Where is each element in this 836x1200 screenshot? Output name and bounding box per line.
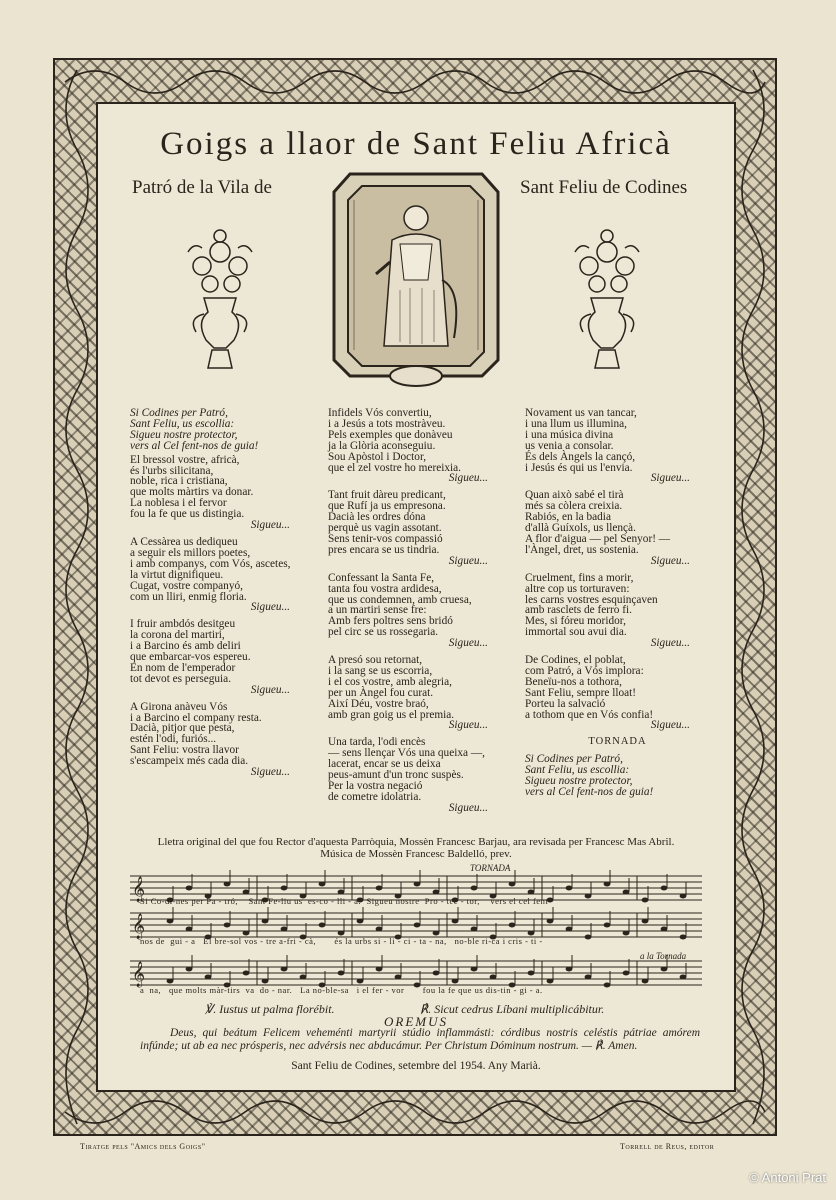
music-note <box>433 971 440 976</box>
music-note <box>661 886 668 891</box>
verse-line: La noblesa i el fervor <box>130 497 227 510</box>
music-note <box>642 979 649 984</box>
verse-line: Cugat, vostre companyó, <box>130 579 243 592</box>
verse-column-2 <box>328 408 508 814</box>
verse-line: i la sang se us escorria, <box>328 664 433 677</box>
music-lyrics-2: nos de gui - a El bre-sol vos - tre a-fri - cà, és la urbs si - li - ci - ta - na, no-ble ri-ca i cris - ti - <box>140 936 543 946</box>
verse-line: a un martiri sense fre: <box>328 604 427 617</box>
verse-line: com Patró, a Vós implora: <box>525 664 644 677</box>
music-note <box>433 931 440 936</box>
verse-line: més sa còlera creixia. <box>525 500 623 513</box>
verse-line: us venia a consolar. <box>525 439 614 452</box>
music-note <box>566 886 573 891</box>
music-note <box>452 919 459 924</box>
music-note <box>623 971 630 976</box>
verse-column-1 <box>130 408 310 778</box>
credits-music: Música de Mossèn Francesc Baldelló, prev. <box>320 848 512 860</box>
music-note <box>566 967 573 972</box>
music-note <box>490 975 497 980</box>
credits <box>96 836 736 860</box>
verse-line: i a Jesús a tots mostràveu. <box>328 417 446 430</box>
music-note <box>243 971 250 976</box>
music-note <box>319 882 326 887</box>
verse-line: que el zel vostre ho mereixia. <box>328 461 461 474</box>
verse-line: Sant Feliu, us escollia: <box>130 417 235 430</box>
verse-line: Sigueu... <box>250 519 290 532</box>
verse-line: Confessant la Santa Fe, <box>328 571 435 584</box>
copyright-watermark: © Antoni Prat <box>749 1170 826 1185</box>
music-note <box>167 979 174 984</box>
music-note <box>547 979 554 984</box>
place-date: Sant Feliu de Codines, setembre del 1954. Any Marià. <box>291 1060 541 1072</box>
verse-line: Sant Feliu, us escollia: <box>525 764 630 777</box>
verse-line: les carns vostres esquinçaven <box>525 593 658 606</box>
verse-line: que Rufí ja us empresona. <box>328 500 446 513</box>
verse-line: a tothom que en Vós confia! <box>525 708 654 721</box>
verse-line: Sigueu... <box>650 554 690 567</box>
verse-line: TORNADA <box>588 736 647 748</box>
music-note <box>604 882 611 887</box>
music-lyrics-3: a na, que molts màr-tirs va do - nar. La no-ble-sa i el fer - vor fou la fe que us dis-tin - gi - a. <box>140 985 543 995</box>
verse-line: Infidels Vós convertiu, <box>328 407 432 419</box>
verse-line: peus-amunt d'un tronc suspès. <box>328 769 464 782</box>
verse-line: És dels Àngels la cançó, <box>525 450 636 463</box>
verse-line: A presó sou retornat, <box>328 654 423 667</box>
verse-line: Dacià, pitjor que pesta, <box>130 722 235 735</box>
verse-line: A Cessàrea us dediqueu <box>130 535 238 548</box>
verse-line: Sigueu... <box>448 719 488 732</box>
verse-line: Sigueu... <box>448 801 488 814</box>
music-note <box>471 927 478 932</box>
verse-line: Dacià les ordres dóna <box>328 511 426 524</box>
verse-line: Per la vostra negació <box>328 780 423 792</box>
music-note <box>661 967 668 972</box>
music-note <box>262 979 269 984</box>
music-note <box>281 967 288 972</box>
prayer-text: Deus, qui beátum Felicem veheménti martyrii stúdio inflammásti: córdibus nostris celéstis pátriae amórem infúnde; ut ab ea nec prósperis, nec advérsis nec abducámur. Per Christum Dóminum nostrum. — ℟. Amen. <box>140 1027 700 1052</box>
versicle-symbol: ℣. <box>205 1002 217 1016</box>
music-note <box>167 919 174 924</box>
credits-lyrics: Lletra original del que fou Rector d'aquesta Parròquia, Mossèn Francesc Barjau, ara revisada per Francesc Mas Abril. <box>157 836 675 848</box>
verse-line: que embarcar-vos espereu. <box>130 651 251 664</box>
music-note <box>300 975 307 980</box>
verse-line: Sigueu... <box>650 719 690 732</box>
music-note <box>243 931 250 936</box>
verse-line: Mes, si fóreu moridor, <box>525 615 626 628</box>
music-note <box>528 890 535 895</box>
verse-line: pres encara se us tindria. <box>328 543 440 556</box>
music-note <box>680 975 687 980</box>
oremus-heading: OREMUS <box>384 1014 448 1029</box>
verse-line: Sigueu... <box>250 683 290 696</box>
verse-line: com un lliri, enmig floria. <box>130 590 247 603</box>
verse-line: d'allà Guíxols, us llençà. <box>525 522 636 535</box>
verse-line: amb gran goig us el premia. <box>328 708 455 721</box>
svg-text:𝄞: 𝄞 <box>132 913 146 938</box>
verse-line: i una música divina <box>525 428 614 441</box>
music-note <box>357 979 364 984</box>
verse-line: la corona del martiri, <box>130 629 225 642</box>
verse-line: Cruelment, fins a morir, <box>525 571 634 584</box>
music-note <box>509 923 516 928</box>
verse-line: que molts màrtirs va donar. <box>130 486 254 499</box>
music-note <box>186 927 193 932</box>
verse-line: Sant Feliu: vostra llavor <box>130 744 239 757</box>
verse-line: Amb fers poltres sens bridó <box>328 615 453 628</box>
footer-left: Tiratge pels "Amics dels Goigs" <box>80 1142 206 1151</box>
verse-line: En nom de l'emperador <box>130 661 236 674</box>
music-lyrics-1: Si Co-di-nes per Pa - tró, Sant Fe-liu us es-co - lli - a: Sigueu nostre Pro - tec - tor, vers el cel fent- <box>140 896 552 906</box>
verse-line: s'escampeix més cada dia. <box>130 755 249 768</box>
music-note <box>642 919 649 924</box>
music-note <box>414 882 421 887</box>
verse-line: Novament us van tancar, <box>525 407 637 419</box>
verse-line: i una llum us illumina, <box>525 417 627 430</box>
verse-line: Sens tenir-vos compassió <box>328 532 443 545</box>
verse-line: Sant Feliu, sempre lloat! <box>525 686 637 699</box>
verse-line: de cometre idolatria. <box>328 790 422 803</box>
music-note <box>205 975 212 980</box>
verse-line: Sigueu... <box>250 601 290 614</box>
verse-line: immortal sou avui dia. <box>525 626 627 639</box>
verse-line: A Girona anàveu Vós <box>130 700 228 713</box>
verse-line: tanta fou vostra ardidesa, <box>328 582 442 595</box>
verse-line: tot devot es perseguia. <box>130 672 232 685</box>
music-note <box>186 967 193 972</box>
verse-column-3 <box>525 408 710 798</box>
subtitle-left: Patró de la Vila de <box>132 177 272 198</box>
music-note <box>509 882 516 887</box>
music-note <box>528 971 535 976</box>
verse-line: Si Codines per Patró, <box>130 407 228 419</box>
verse-line: Sigueu nostre protector, <box>525 775 633 788</box>
verse-line: per un Àngel fou curat. <box>328 686 434 699</box>
music-note <box>433 890 440 895</box>
music-note <box>376 927 383 932</box>
flower-vase-left <box>180 222 260 372</box>
verse-line: A flor d'aigua — pel Senyor! — <box>525 532 671 545</box>
verse-line: la virtut dignifiqueu. <box>130 568 224 581</box>
saint-engraving <box>330 170 502 390</box>
verse-line: — sens llençar Vós una queixa —, <box>328 747 485 760</box>
verse-line: Sigueu nostre protector, <box>130 428 238 441</box>
subtitle-right: Sant Feliu de Codines <box>520 177 688 198</box>
verse-line: perquè us vagin assotant. <box>328 522 442 535</box>
verse-line: altre cop us torturaven: <box>525 582 630 595</box>
verse-line: és l'urbs silicitana, <box>130 464 214 477</box>
verse-line: El bressol vostre, africà, <box>130 453 240 466</box>
music-note <box>566 927 573 932</box>
music-note <box>376 886 383 891</box>
music-note <box>585 975 592 980</box>
music-note <box>528 931 535 936</box>
verse-line: I fruir ambdós desitgeu <box>130 618 236 631</box>
music-note <box>186 886 193 891</box>
verse-line: Una tarda, l'odi encès <box>328 736 426 749</box>
verse-line: Rabiós, en la badia <box>525 511 611 524</box>
verse-line: Sigueu... <box>650 472 690 485</box>
music-note <box>471 967 478 972</box>
music-note <box>376 967 383 972</box>
page-title: Goigs a llaor de Sant Feliu Africà <box>160 126 672 162</box>
response-text: Sicut cedrus Líbani multiplicábitur. <box>434 1002 605 1016</box>
verse-line: i a Barcino és amb deliri <box>130 640 241 653</box>
music-note <box>357 919 364 924</box>
verse-line: pel circ se us rossegaria. <box>328 626 439 639</box>
verse-line: Sigueu... <box>650 637 690 650</box>
verse-line: Sigueu... <box>448 554 488 567</box>
verse-line: fou la fe que us distingia. <box>130 508 245 521</box>
verse-line: i el cos vostre, amb alegria, <box>328 675 452 688</box>
verse-line: De Codines, el poblat, <box>525 654 626 667</box>
verse-line: Quan això sabé el tirà <box>525 489 624 502</box>
verse-line: a seguir els millors poetes, <box>130 546 251 559</box>
music-note <box>338 890 345 895</box>
music-note <box>604 923 611 928</box>
verse-line: vers al Cel fent-nos de guia! <box>525 786 654 798</box>
verse-line: Si Codines per Patró, <box>525 753 623 766</box>
response-symbol: ℟. <box>420 1002 432 1016</box>
verse-line: ja la Glòria aconseguiu. <box>328 439 436 452</box>
footer-right: Torrell de Reus, editor <box>620 1142 715 1151</box>
verse-line: vers al Cel fent-nos de guia! <box>130 439 259 452</box>
music-note <box>281 886 288 891</box>
music-note <box>661 927 668 932</box>
verse-line: Sigueu... <box>250 766 290 779</box>
a-la-tornada-mark: a la Tornada <box>640 951 687 961</box>
svg-text:𝄞: 𝄞 <box>132 961 146 986</box>
tornada-mark: TORNADA <box>470 863 511 873</box>
music-note <box>395 975 402 980</box>
verse-line: l'Àngel, dret, us sostenia. <box>525 543 639 556</box>
svg-text:𝄞: 𝄞 <box>132 876 146 901</box>
verse-line: Tant fruit dàreu predicant, <box>328 489 446 502</box>
verse-line: que us condemnen, amb cruesa, <box>328 593 472 606</box>
music-note <box>414 923 421 928</box>
verse-line: Pels exemples que donàveu <box>328 428 453 441</box>
music-note <box>452 979 459 984</box>
verse-line: i amb companys, com Vós, ascetes, <box>130 557 291 570</box>
verse-line: estén l'odi, furiós... <box>130 733 217 746</box>
music-note <box>224 923 231 928</box>
verse-line: Porteu la salvació <box>525 697 606 710</box>
music-note <box>224 882 231 887</box>
verse-line: amb rasclets de ferro fi. <box>525 604 632 617</box>
flower-vase-right <box>567 222 647 372</box>
music-note <box>319 923 326 928</box>
verse-line: i Jesús és qui us l'envia. <box>525 461 633 474</box>
verse-line: noble, rica i cristiana, <box>130 475 228 488</box>
verse-line: Sou Apòstol i Doctor, <box>328 450 427 463</box>
music-note <box>623 931 630 936</box>
music-note <box>623 890 630 895</box>
verse-line: lacerat, encar se us deixa <box>328 758 441 771</box>
verse-line: Així Déu, vostre braó, <box>328 697 429 710</box>
music-note <box>338 931 345 936</box>
music-note <box>338 971 345 976</box>
music-note <box>547 919 554 924</box>
music-note <box>281 927 288 932</box>
music-note <box>262 919 269 924</box>
verse-line: Beneïu-nos a tothora, <box>525 675 622 688</box>
verse-line: Sigueu... <box>448 637 488 650</box>
versicle-text: Iustus ut palma florébit. <box>219 1002 335 1016</box>
verse-line: i a Barcino el company resta. <box>130 711 262 724</box>
music-note <box>243 890 250 895</box>
music-note <box>471 886 478 891</box>
verse-line: Sigueu... <box>448 472 488 485</box>
